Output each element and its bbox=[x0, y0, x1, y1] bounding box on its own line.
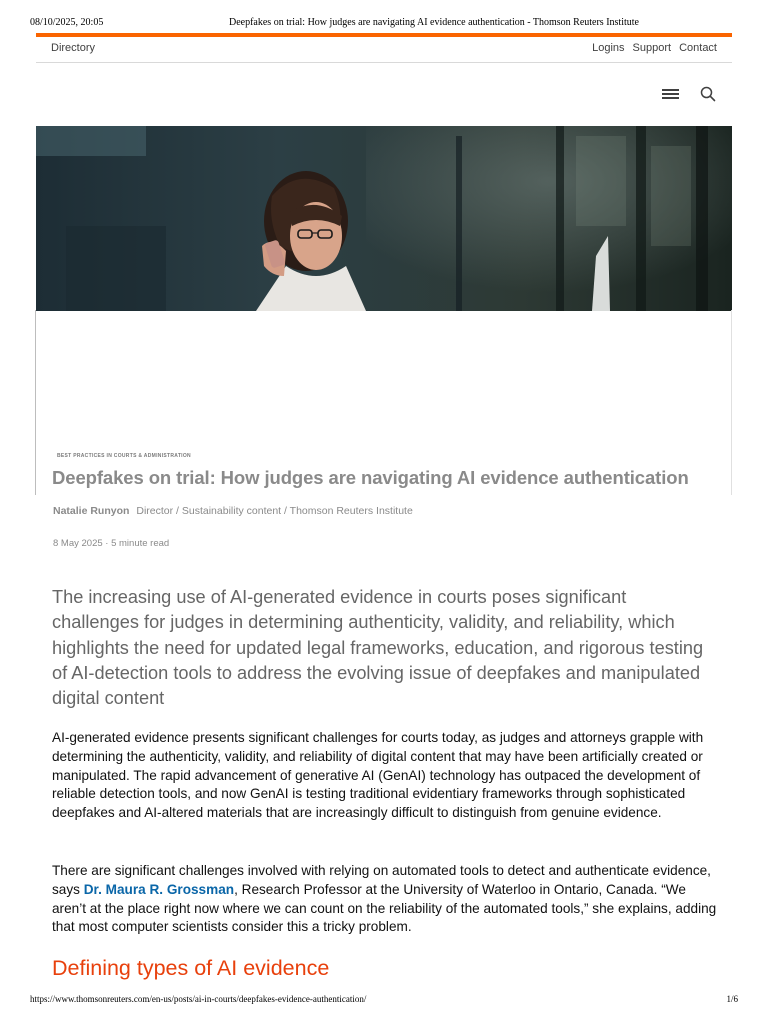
author-name[interactable]: Natalie Runyon bbox=[53, 505, 130, 517]
contact-link[interactable]: Contact bbox=[679, 42, 717, 54]
directory-link[interactable]: Directory bbox=[51, 42, 96, 54]
hero-border-left bbox=[35, 310, 36, 495]
utility-nav bbox=[36, 37, 732, 63]
paragraph-text: , Research Professor at the University of Waterloo in Ontario, Canada. “We aren’t at the place right now where we can count on the reliability of the automated tools,” she explains, adding that most computer scientists consider this a tricky problem. bbox=[52, 881, 717, 935]
print-document-title: Deepfakes on trial: How judges are navigating AI evidence authentication - Thomson Reuters Institute bbox=[229, 17, 639, 28]
utility-links bbox=[592, 42, 717, 54]
paragraph-text: There are significant challenges involved with relying on automated tools to detect and authenticate evidence, says bbox=[52, 863, 711, 897]
body-paragraph-2 bbox=[52, 862, 717, 937]
body-paragraph-1: AI-generated evidence presents significant challenges for courts today, as judges and attorneys grapple with determining the authenticity, validity, and reliability of digital content that may have been artificially created or manipulated. The rapid advancement of generative AI (GenAI) technology has outpaced the development of reliable detection tools, and now GenAI is testing traditional evidentiary frameworks through sophisticated deepfakes and AI-altered materials that are increasingly difficult to distinguish from genuine evidence. bbox=[52, 730, 704, 821]
article-standfirst: The increasing use of AI-generated evidence in courts poses significant challenges for judges in determining authenticity, validity, and reliability, which highlights the need for updated legal frameworks, education, and rigorous testing of AI-detection tools to address the evolving issue of deepfakes and manipulated digital content bbox=[52, 587, 704, 709]
article-headline: Deepfakes on trial: How judges are navigating AI evidence authentication bbox=[52, 467, 689, 488]
print-page-number: 1/6 bbox=[726, 994, 738, 1004]
hamburger-menu-icon[interactable] bbox=[662, 88, 679, 101]
search-icon[interactable] bbox=[700, 86, 716, 102]
byline bbox=[53, 505, 413, 517]
hero bbox=[36, 126, 732, 496]
publish-date: 8 May 2025 · 5 minute read bbox=[53, 538, 170, 549]
logins-link[interactable]: Logins bbox=[592, 42, 625, 54]
support-link[interactable]: Support bbox=[632, 42, 672, 54]
grossman-link[interactable]: Dr. Maura R. Grossman bbox=[83, 881, 235, 897]
hero-image bbox=[36, 126, 732, 311]
section-heading: Defining types of AI evidence bbox=[52, 956, 330, 980]
author-role: Director / Sustainability content / Thomson Reuters Institute bbox=[136, 505, 413, 517]
print-url: https://www.thomsonreuters.com/en-us/posts/ai-in-courts/deepfakes-evidence-authentication/ bbox=[30, 994, 367, 1004]
article-kicker[interactable]: BEST PRACTICES IN COURTS & ADMINISTRATION bbox=[57, 453, 191, 459]
print-datetime: 08/10/2025, 20:05 bbox=[30, 17, 104, 28]
